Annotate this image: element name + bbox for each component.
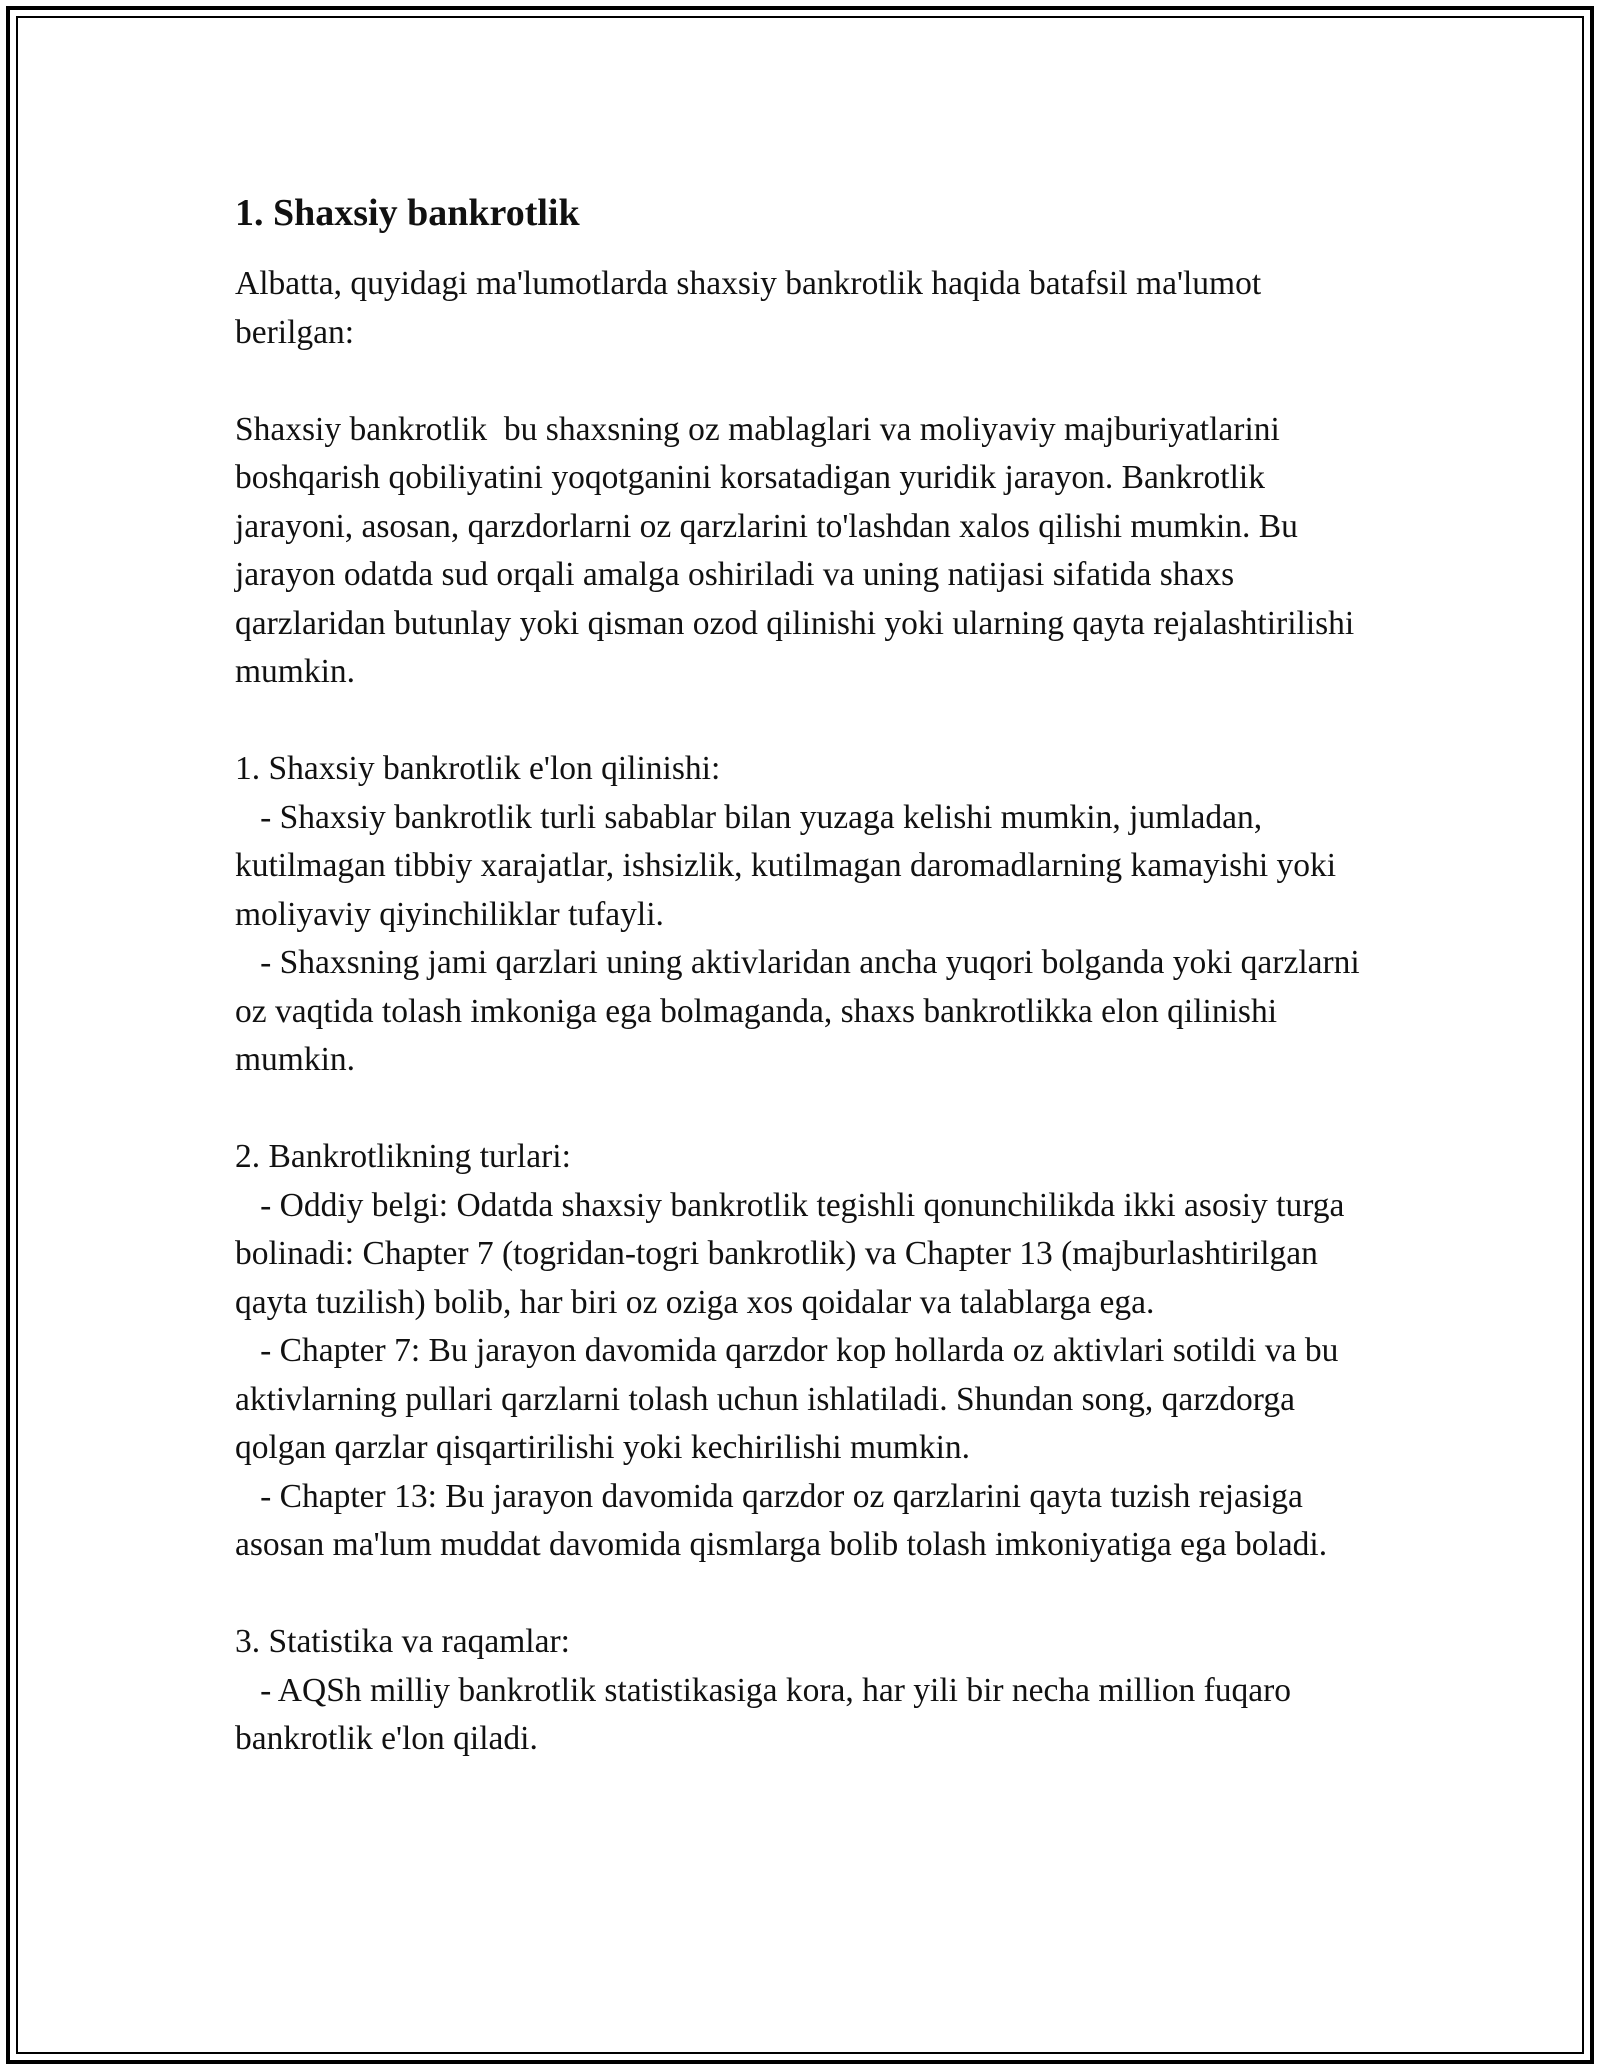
paragraph-gap <box>235 1570 1385 1619</box>
section-heading: 1. Shaxsiy bankrotlik e'lon qilinishi: <box>235 750 721 787</box>
document-title: 1. Shaxsiy bankrotlik <box>235 192 580 234</box>
section-item: - AQSh milliy bankrotlik statistikasiga kora, har yili bir necha million fuqaro bankrotlik e'lon qiladi. <box>235 1671 1300 1757</box>
section-heading: 2. Bankrotlikning turlari: <box>235 1138 571 1175</box>
paragraph-gap <box>235 697 1385 746</box>
document-body <box>235 186 1385 1764</box>
intro-paragraph: Albatta, quyidagi ma'lumotlarda shaxsiy bankrotlik haqida batafsil ma'lumot berilgan: <box>235 265 1270 351</box>
section-statistics <box>235 1618 1385 1764</box>
section-heading: 3. Statistika va raqamlar: <box>235 1623 570 1660</box>
section-item: - Chapter 13: Bu jarayon davomida qarzdor oz qarzlarini qayta tuzish rejasiga asosan ma'lum muddat davomida qismlarga bolib tolash imkoniyatiga ega boladi. <box>235 1477 1328 1563</box>
section-item: - Chapter 7: Bu jarayon davomida qarzdor kop hollarda oz aktivlari sotildi va bu aktivlarning pullari qarzlarni tolash uchun ishlatiladi. Shundan song, qarzdorga qolgan qarzlar qisqartirilishi yoki kechirilishi mumkin. <box>235 1332 1347 1466</box>
section-item: - Shaxsning jami qarzlari uning aktivlaridan ancha yuqori bolganda yoki qarzlarni oz vaqtida tolash imkoniga ega bolmaganda, shaxs bankrotlikka elon qilinishi mumkin. <box>235 944 1369 1078</box>
paragraph-gap <box>235 1085 1385 1134</box>
section-types <box>235 1133 1385 1570</box>
paragraph-gap <box>235 357 1385 406</box>
section-item: - Shaxsiy bankrotlik turli sabablar bilan yuzaga kelishi mumkin, jumladan, kutilmagan tibbiy xarajatlar, ishsizlik, kutilmagan daromadlarning kamayishi yoki moliyaviy qiyinchiliklar tufayli. <box>235 798 1345 933</box>
section-item: - Oddiy belgi: Odatda shaxsiy bankrotlik tegishli qonunchilikda ikki asosiy turga bolinadi: Chapter 7 (togridan-togri bankrotlik) va Chapter 13 (majburlashtirilgan qayta tuzilish) bolib, har biri oz oziga xos qoidalar va talablarga ega. <box>235 1186 1353 1321</box>
definition-paragraph: Shaxsiy bankrotlik bu shaxsning oz mablaglari va moliyaviy majburiyatlarini boshqarish qobiliyatini yoqotganini korsatadigan yuridik jarayon. Bankrotlik jarayoni, asosan, qarzdorlarni oz qarzlarini to'lashdan xalos qilishi mumkin. Bu jarayon odatda sud orqali amalga oshiriladi va uning natijasi sifatida shaxs qarzlaridan butunlay yoki qisman ozod qilinishi yoki ularning qayta rejalashtirilishi mumkin. <box>235 410 1363 690</box>
section-declaration <box>235 745 1385 1085</box>
